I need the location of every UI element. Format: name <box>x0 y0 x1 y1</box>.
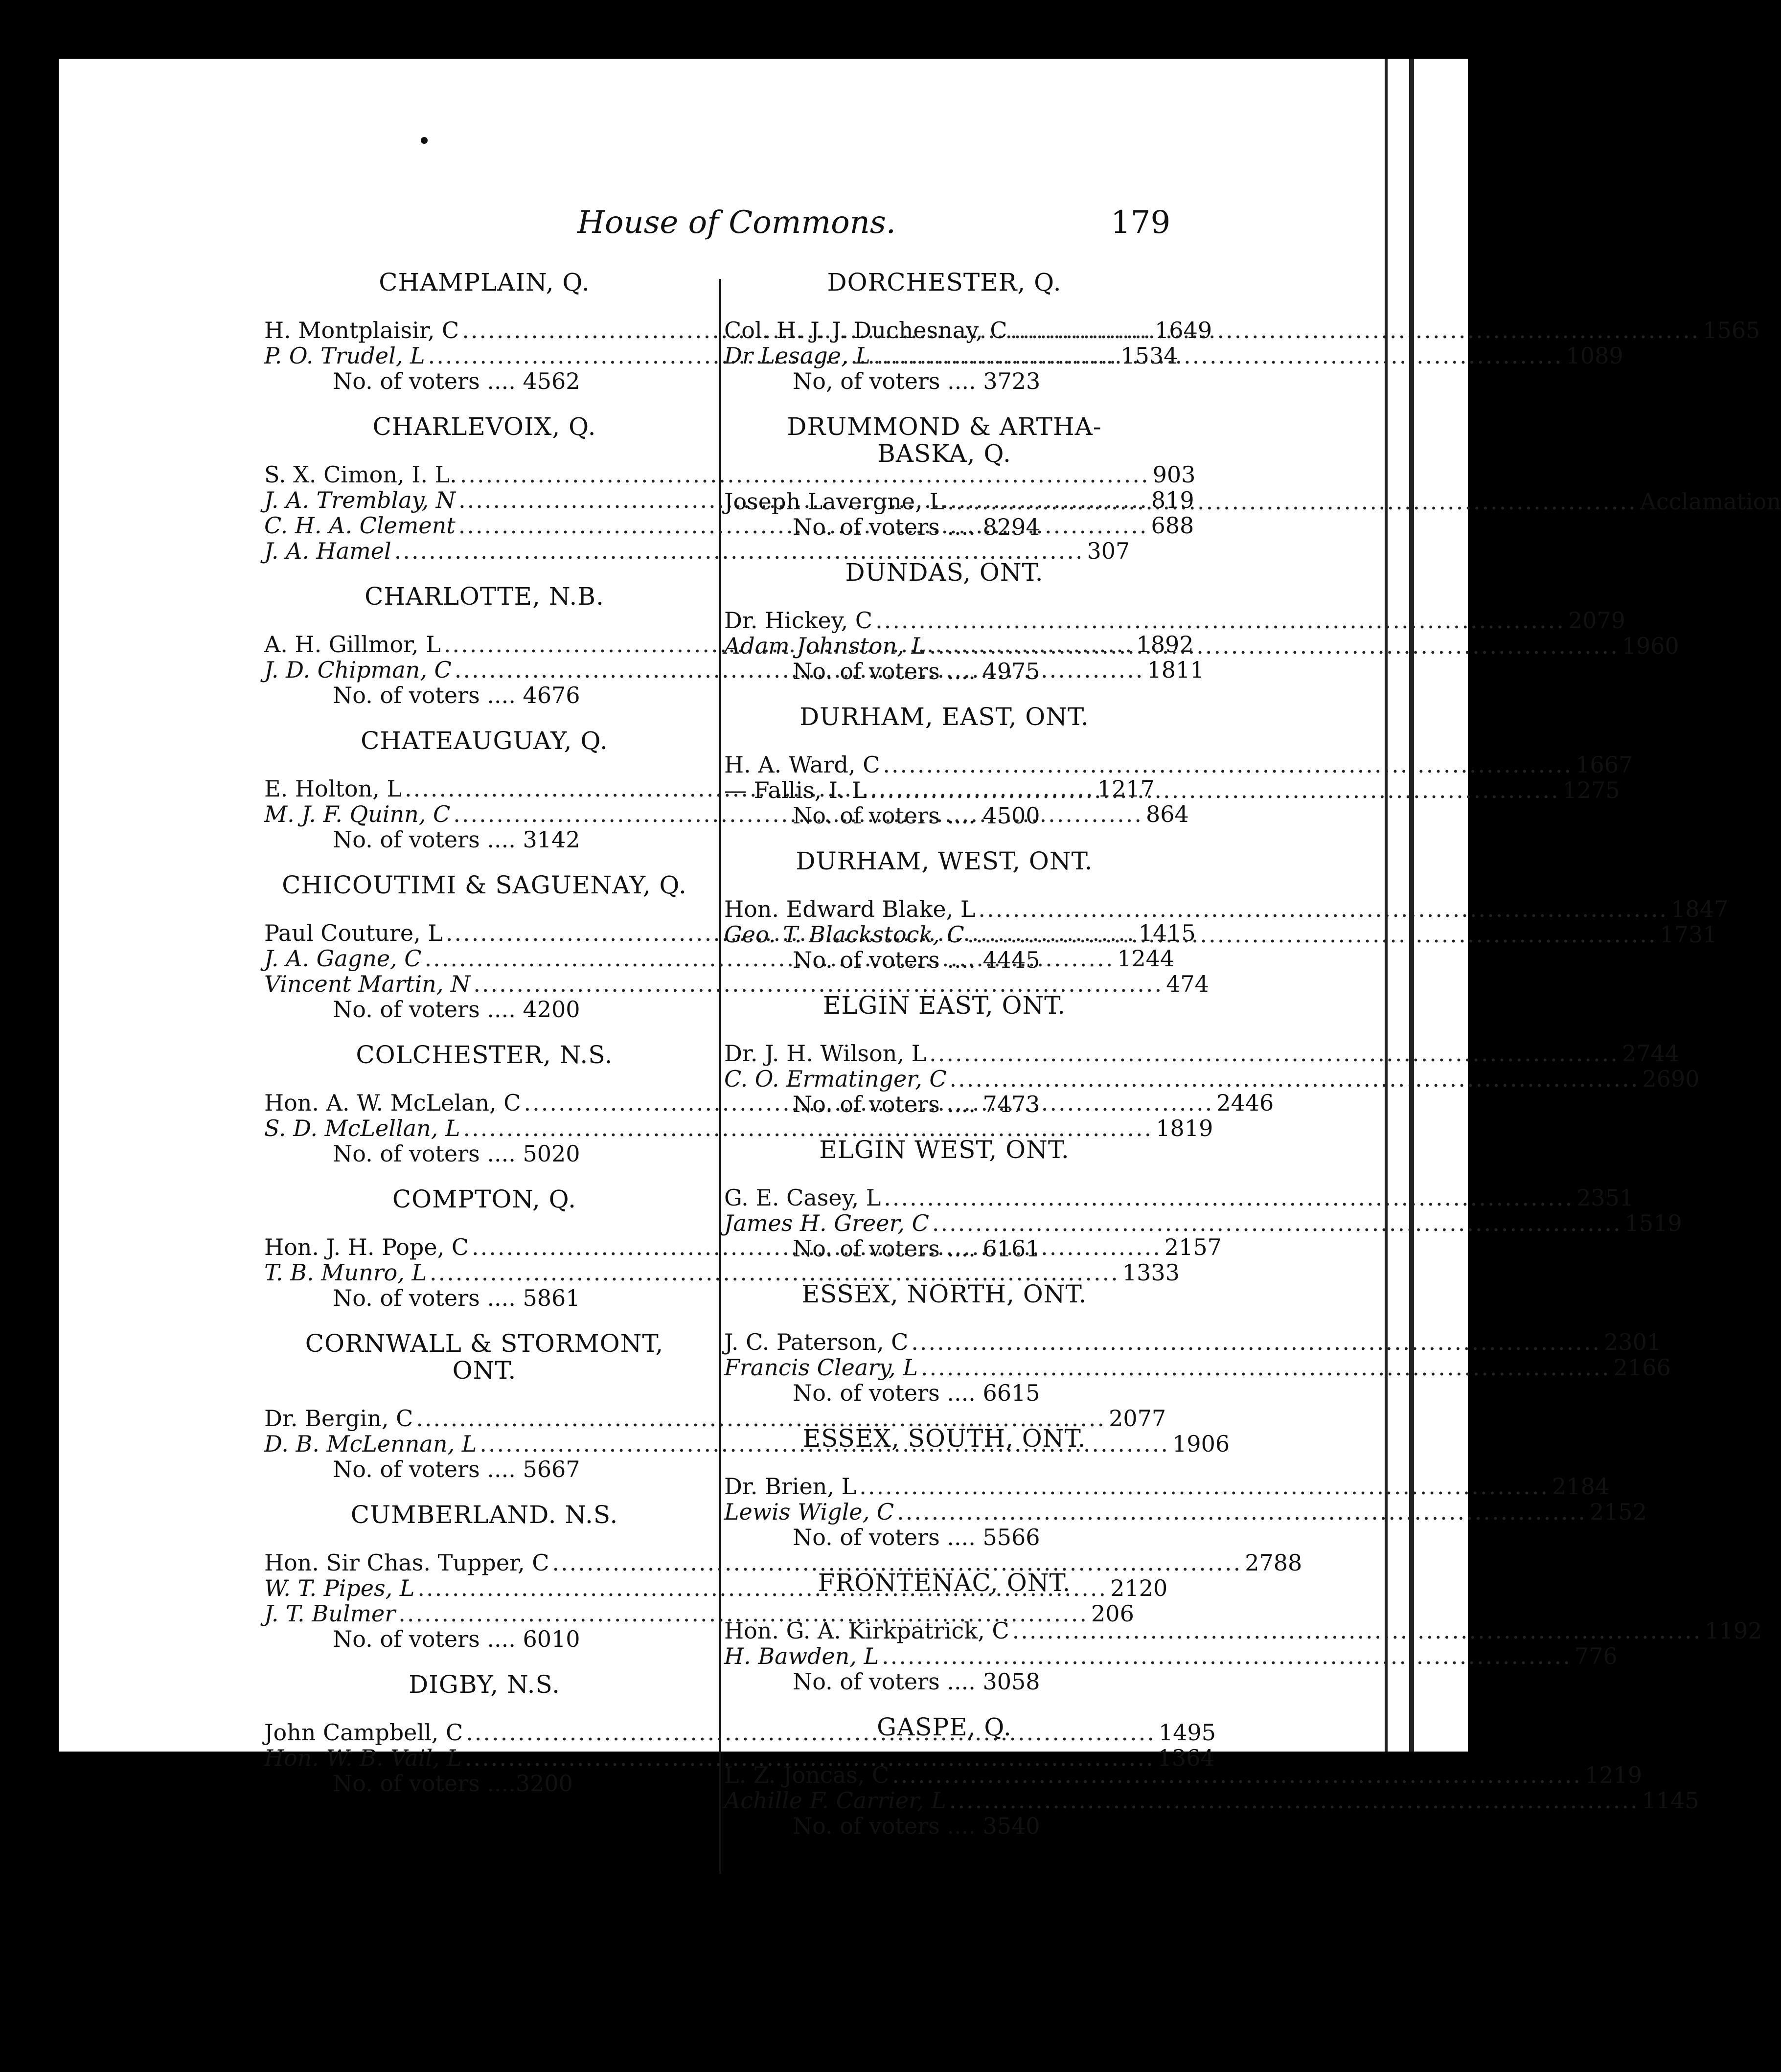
candidate-row <box>724 1499 1647 1525</box>
candidate-votes: 1192 <box>1705 1617 1762 1644</box>
candidate-name: A. H. Gillmor, L <box>264 631 441 658</box>
candidate-name: Hon. Sir Chas. Tupper, C <box>264 1549 549 1576</box>
candidate-name: G. E. Casey, L <box>724 1184 881 1211</box>
constituency-title: CUMBERLAND. N.S. <box>350 1501 618 1529</box>
constituency-title: DURHAM, WEST, ONT. <box>796 847 1093 875</box>
candidate-row <box>724 751 1633 778</box>
voter-count: No, of voters .... 3723 <box>793 368 1041 394</box>
candidate-row <box>264 1549 1302 1576</box>
candidate-row <box>264 1745 1215 1771</box>
voter-count: No. of voters .... 5566 <box>793 1524 1040 1550</box>
candidate-name: T. B. Munro, L <box>264 1259 427 1286</box>
constituency-title: COLCHESTER, N.S. <box>356 1041 613 1069</box>
candidate-votes: 903 <box>1152 461 1196 488</box>
candidate-name: E. Holton, L <box>264 775 402 802</box>
candidate-votes: 1847 <box>1671 896 1729 922</box>
candidate-votes: 2301 <box>1604 1329 1662 1355</box>
candidate-row <box>724 1066 1700 1092</box>
candidate-row <box>264 538 1130 564</box>
candidate-row <box>264 461 1196 488</box>
candidate-name: J. T. Bulmer <box>264 1600 396 1627</box>
constituency-title: ELGIN WEST, ONT. <box>819 1136 1070 1164</box>
candidate-name: J. C. Paterson, C <box>724 1329 909 1355</box>
candidate-name: J. A. Tremblay, N <box>264 487 456 513</box>
candidate-votes: 2166 <box>1613 1354 1671 1381</box>
candidate-row <box>264 1600 1134 1627</box>
voter-count: No. of voters .... 6161 <box>793 1235 1040 1262</box>
constituency-section <box>724 1280 1671 1406</box>
candidate-row <box>724 342 1623 369</box>
candidate-name: Lewis Wigle, C <box>724 1499 894 1525</box>
candidate-name: D. B. McLennan, L <box>264 1431 477 1457</box>
voter-count: No. of voters .... 6010 <box>333 1626 580 1652</box>
candidate-votes: 2788 <box>1245 1549 1302 1576</box>
candidate-votes: 2152 <box>1589 1499 1647 1525</box>
candidate-votes: 1089 <box>1566 342 1623 369</box>
candidate-votes: 1892 <box>1136 631 1194 658</box>
candidate-name: Dr. Hickey, C <box>724 607 873 634</box>
candidate-row <box>264 1115 1213 1141</box>
candidate-votes: 2446 <box>1216 1090 1274 1116</box>
dot-leader <box>875 608 1565 633</box>
candidate-votes: 307 <box>1087 538 1130 564</box>
candidate-votes: 1333 <box>1122 1259 1180 1286</box>
constituency-title: DUNDAS, ONT. <box>845 558 1044 587</box>
constituency-title: CHAMPLAIN, Q. <box>379 268 590 296</box>
candidate-votes: 1415 <box>1138 920 1196 946</box>
constituency-title: ESSEX, NORTH, ONT. <box>801 1280 1087 1308</box>
candidate-votes: 2184 <box>1552 1473 1610 1500</box>
candidate-row <box>724 1787 1699 1814</box>
dot-leader <box>911 1329 1601 1355</box>
candidate-row <box>724 896 1729 922</box>
candidate-name: — Fallis, I. L <box>724 777 867 803</box>
candidate-name: H. Bawden, L <box>724 1643 879 1669</box>
candidate-votes: 1819 <box>1156 1115 1213 1141</box>
dot-leader <box>870 777 1560 803</box>
voter-count: No. of voters .... 5667 <box>333 1456 580 1482</box>
candidate-row <box>724 1617 1762 1644</box>
dot-leader <box>859 1474 1549 1499</box>
candidate-votes: Acclamation <box>1640 488 1781 515</box>
candidate-votes: 1960 <box>1621 633 1679 659</box>
candidate-name: H. Montplaisir, C <box>264 317 459 343</box>
voter-count: No. of voters .... 7473 <box>793 1091 1040 1117</box>
candidate-name: P. O. Trudel, L <box>264 342 425 369</box>
candidate-votes: 1811 <box>1147 657 1205 683</box>
constituency-title: DIGBY, N.S. <box>409 1670 560 1699</box>
candidate-name: H. A. Ward, C <box>724 751 880 778</box>
dot-leader <box>1012 1618 1702 1643</box>
candidate-name: C. O. Ermatinger, C <box>724 1066 947 1092</box>
dot-leader <box>873 343 1563 368</box>
candidate-name: Dr. Bergin, C <box>264 1405 413 1432</box>
dot-leader <box>978 896 1668 922</box>
candidate-row <box>724 1210 1682 1236</box>
candidate-name: L. Z. Joncas, C <box>724 1762 890 1788</box>
constituency-title: CORNWALL & STORMONT, ONT. <box>305 1329 664 1385</box>
candidate-name: Achille F. Carrier, L <box>724 1787 946 1814</box>
candidate-row <box>724 1040 1679 1067</box>
candidate-name: Adam Johnston, L <box>724 633 926 659</box>
candidate-votes: 688 <box>1151 512 1194 539</box>
candidate-votes: 2690 <box>1642 1066 1700 1092</box>
page-number: 179 <box>1111 205 1171 241</box>
candidate-votes: 864 <box>1145 801 1189 827</box>
candidate-name: Hon. Edward Blake, L <box>724 896 976 922</box>
voter-count: No. of voters .... 3142 <box>333 826 580 853</box>
candidate-name: C. H. A. Clement <box>264 512 456 539</box>
candidate-votes: 1649 <box>1155 317 1212 343</box>
dot-leader <box>921 1355 1611 1380</box>
candidate-votes: 2157 <box>1164 1234 1222 1260</box>
voter-count: No. of voters ....3200 <box>333 1770 573 1797</box>
candidate-votes: 2077 <box>1109 1405 1166 1432</box>
candidate-name: Francis Cleary, L <box>724 1354 918 1381</box>
constituency-title: CHICOUTIMI & SAGUENAY, Q. <box>282 871 687 899</box>
candidate-votes: 1519 <box>1624 1210 1682 1236</box>
candidate-votes: 1364 <box>1157 1745 1215 1771</box>
dot-leader <box>967 922 1657 947</box>
candidate-name: Vincent Martin, N <box>264 971 471 997</box>
candidate-name: Geo. T. Blackstock, C <box>724 921 964 948</box>
candidate-votes: 2744 <box>1621 1040 1679 1067</box>
constituency-title: DURHAM, EAST, ONT. <box>799 703 1089 731</box>
candidate-votes: 2351 <box>1576 1184 1634 1211</box>
candidate-votes: 819 <box>1151 487 1194 513</box>
candidate-row <box>724 1762 1643 1788</box>
dot-leader <box>1010 318 1700 343</box>
dot-leader <box>882 1643 1572 1669</box>
candidate-name: Dr. Brien, L <box>724 1473 857 1500</box>
candidate-votes: 776 <box>1574 1643 1618 1669</box>
dot-leader <box>950 1066 1640 1092</box>
candidate-row <box>724 1354 1671 1381</box>
candidate-name: J. A. Hamel <box>264 538 391 564</box>
voter-count: No. of voters .... 4975 <box>793 658 1040 684</box>
dot-leader <box>947 489 1637 514</box>
candidate-votes: 1219 <box>1584 1762 1643 1788</box>
candidate-name: Dr. J. H. Wilson, L <box>724 1040 927 1067</box>
candidate-votes: 1244 <box>1117 945 1175 972</box>
candidate-votes: 474 <box>1166 971 1209 997</box>
page-title: House of Commons. <box>577 205 896 241</box>
candidate-name: John Campbell, C <box>264 1719 463 1746</box>
candidate-row <box>724 1643 1618 1669</box>
candidate-votes: 1275 <box>1562 777 1620 803</box>
voter-count: No. of voters .... 4500 <box>793 802 1040 829</box>
constituency-title: CHARLOTTE, N.B. <box>365 582 604 611</box>
candidate-name: J. A. Gagne, C <box>264 945 422 972</box>
candidate-name: Paul Couture, L <box>264 920 443 946</box>
candidate-name: Joseph Lavergne, L <box>724 488 944 515</box>
dot-leader <box>892 1762 1582 1788</box>
candidate-name: S. D. McLellan, L <box>264 1115 460 1141</box>
voter-count: No. of voters .... 4562 <box>333 368 580 394</box>
candidate-votes: 1731 <box>1660 921 1717 948</box>
candidate-votes: 206 <box>1091 1600 1134 1627</box>
candidate-row <box>724 1329 1662 1355</box>
candidate-votes: 1534 <box>1120 342 1178 369</box>
constituency-title: ESSEX, SOUTH, ONT. <box>802 1424 1086 1453</box>
voter-count: No. of voters .... 5020 <box>333 1140 580 1167</box>
candidate-row <box>724 1473 1610 1500</box>
candidate-row <box>724 777 1620 803</box>
constituency-title: CHATEAUGUAY, Q. <box>361 727 608 755</box>
dot-leader <box>929 633 1619 659</box>
constituency-section <box>724 1569 1762 1695</box>
candidate-name: Col. H. J. J. Duchesnay, C <box>724 317 1007 343</box>
candidate-name: S. X. Cimon, I. L. <box>264 461 457 488</box>
candidate-row <box>264 1405 1166 1432</box>
candidate-name: Hon. A. W. McLelan, C <box>264 1090 521 1116</box>
dot-leader <box>884 1185 1574 1210</box>
candidate-votes: 1906 <box>1172 1431 1230 1457</box>
dot-leader <box>883 752 1573 777</box>
candidate-row <box>264 971 1209 997</box>
candidate-name: Hon. J. H. Pope, C <box>264 1234 469 1260</box>
candidate-name: J. D. Chipman, C <box>264 657 452 683</box>
constituency-title: DORCHESTER, Q. <box>827 268 1062 296</box>
voter-count: No. of voters .... 8294 <box>793 514 1040 540</box>
voter-count: No. of voters .... 5861 <box>333 1285 580 1311</box>
candidate-votes: 1495 <box>1159 1719 1216 1746</box>
constituency-title: DRUMMOND & ARTHA- BASKA, Q. <box>787 412 1102 468</box>
candidate-votes: 1217 <box>1097 775 1155 802</box>
candidate-votes: 2079 <box>1568 607 1625 634</box>
dot-leader <box>932 1210 1622 1236</box>
voter-count: No. of voters .... 4676 <box>333 682 580 708</box>
book-page <box>59 59 1781 1839</box>
voter-count: No. of voters .... 3540 <box>793 1813 1040 1839</box>
candidate-row <box>724 607 1625 634</box>
candidate-name: W. T. Pipes, L <box>264 1575 415 1601</box>
constituency-title: FRONTENAC, ONT. <box>818 1569 1071 1597</box>
candidate-votes: 1667 <box>1576 751 1633 778</box>
constituency-title: GASPE, Q. <box>877 1713 1012 1741</box>
candidate-votes: 1565 <box>1703 317 1760 343</box>
candidate-row <box>264 1259 1180 1286</box>
candidate-name: Hon. G. A. Kirkpatrick, C <box>724 1617 1009 1644</box>
candidate-name: Hon. W. B. Vail, L <box>264 1745 462 1771</box>
dot-leader <box>897 1499 1587 1525</box>
candidate-name: M. J. F. Quinn, C <box>264 801 451 827</box>
candidate-votes: 1145 <box>1642 1787 1699 1814</box>
voter-count: No. of voters .... 3058 <box>793 1668 1040 1695</box>
dot-leader <box>929 1041 1619 1066</box>
candidate-row <box>724 1184 1634 1211</box>
constituency-title: COMPTON, Q. <box>392 1185 577 1213</box>
candidate-name: James H. Greer, C <box>724 1210 929 1236</box>
voter-count: No. of voters .... 4445 <box>793 947 1040 973</box>
page-header <box>59 205 1468 249</box>
voter-count: No. of voters .... 6615 <box>793 1380 1040 1406</box>
constituency-title: ELGIN EAST, ONT. <box>822 991 1066 1020</box>
dot-leader <box>949 1788 1639 1813</box>
ink-spot <box>421 137 428 144</box>
constituency-title: CHARLEVOIX, Q. <box>372 412 596 441</box>
candidate-votes: 2120 <box>1110 1575 1168 1601</box>
candidate-name: Dr Lesage, L <box>724 342 870 369</box>
voter-count: No. of voters .... 4200 <box>333 996 580 1023</box>
